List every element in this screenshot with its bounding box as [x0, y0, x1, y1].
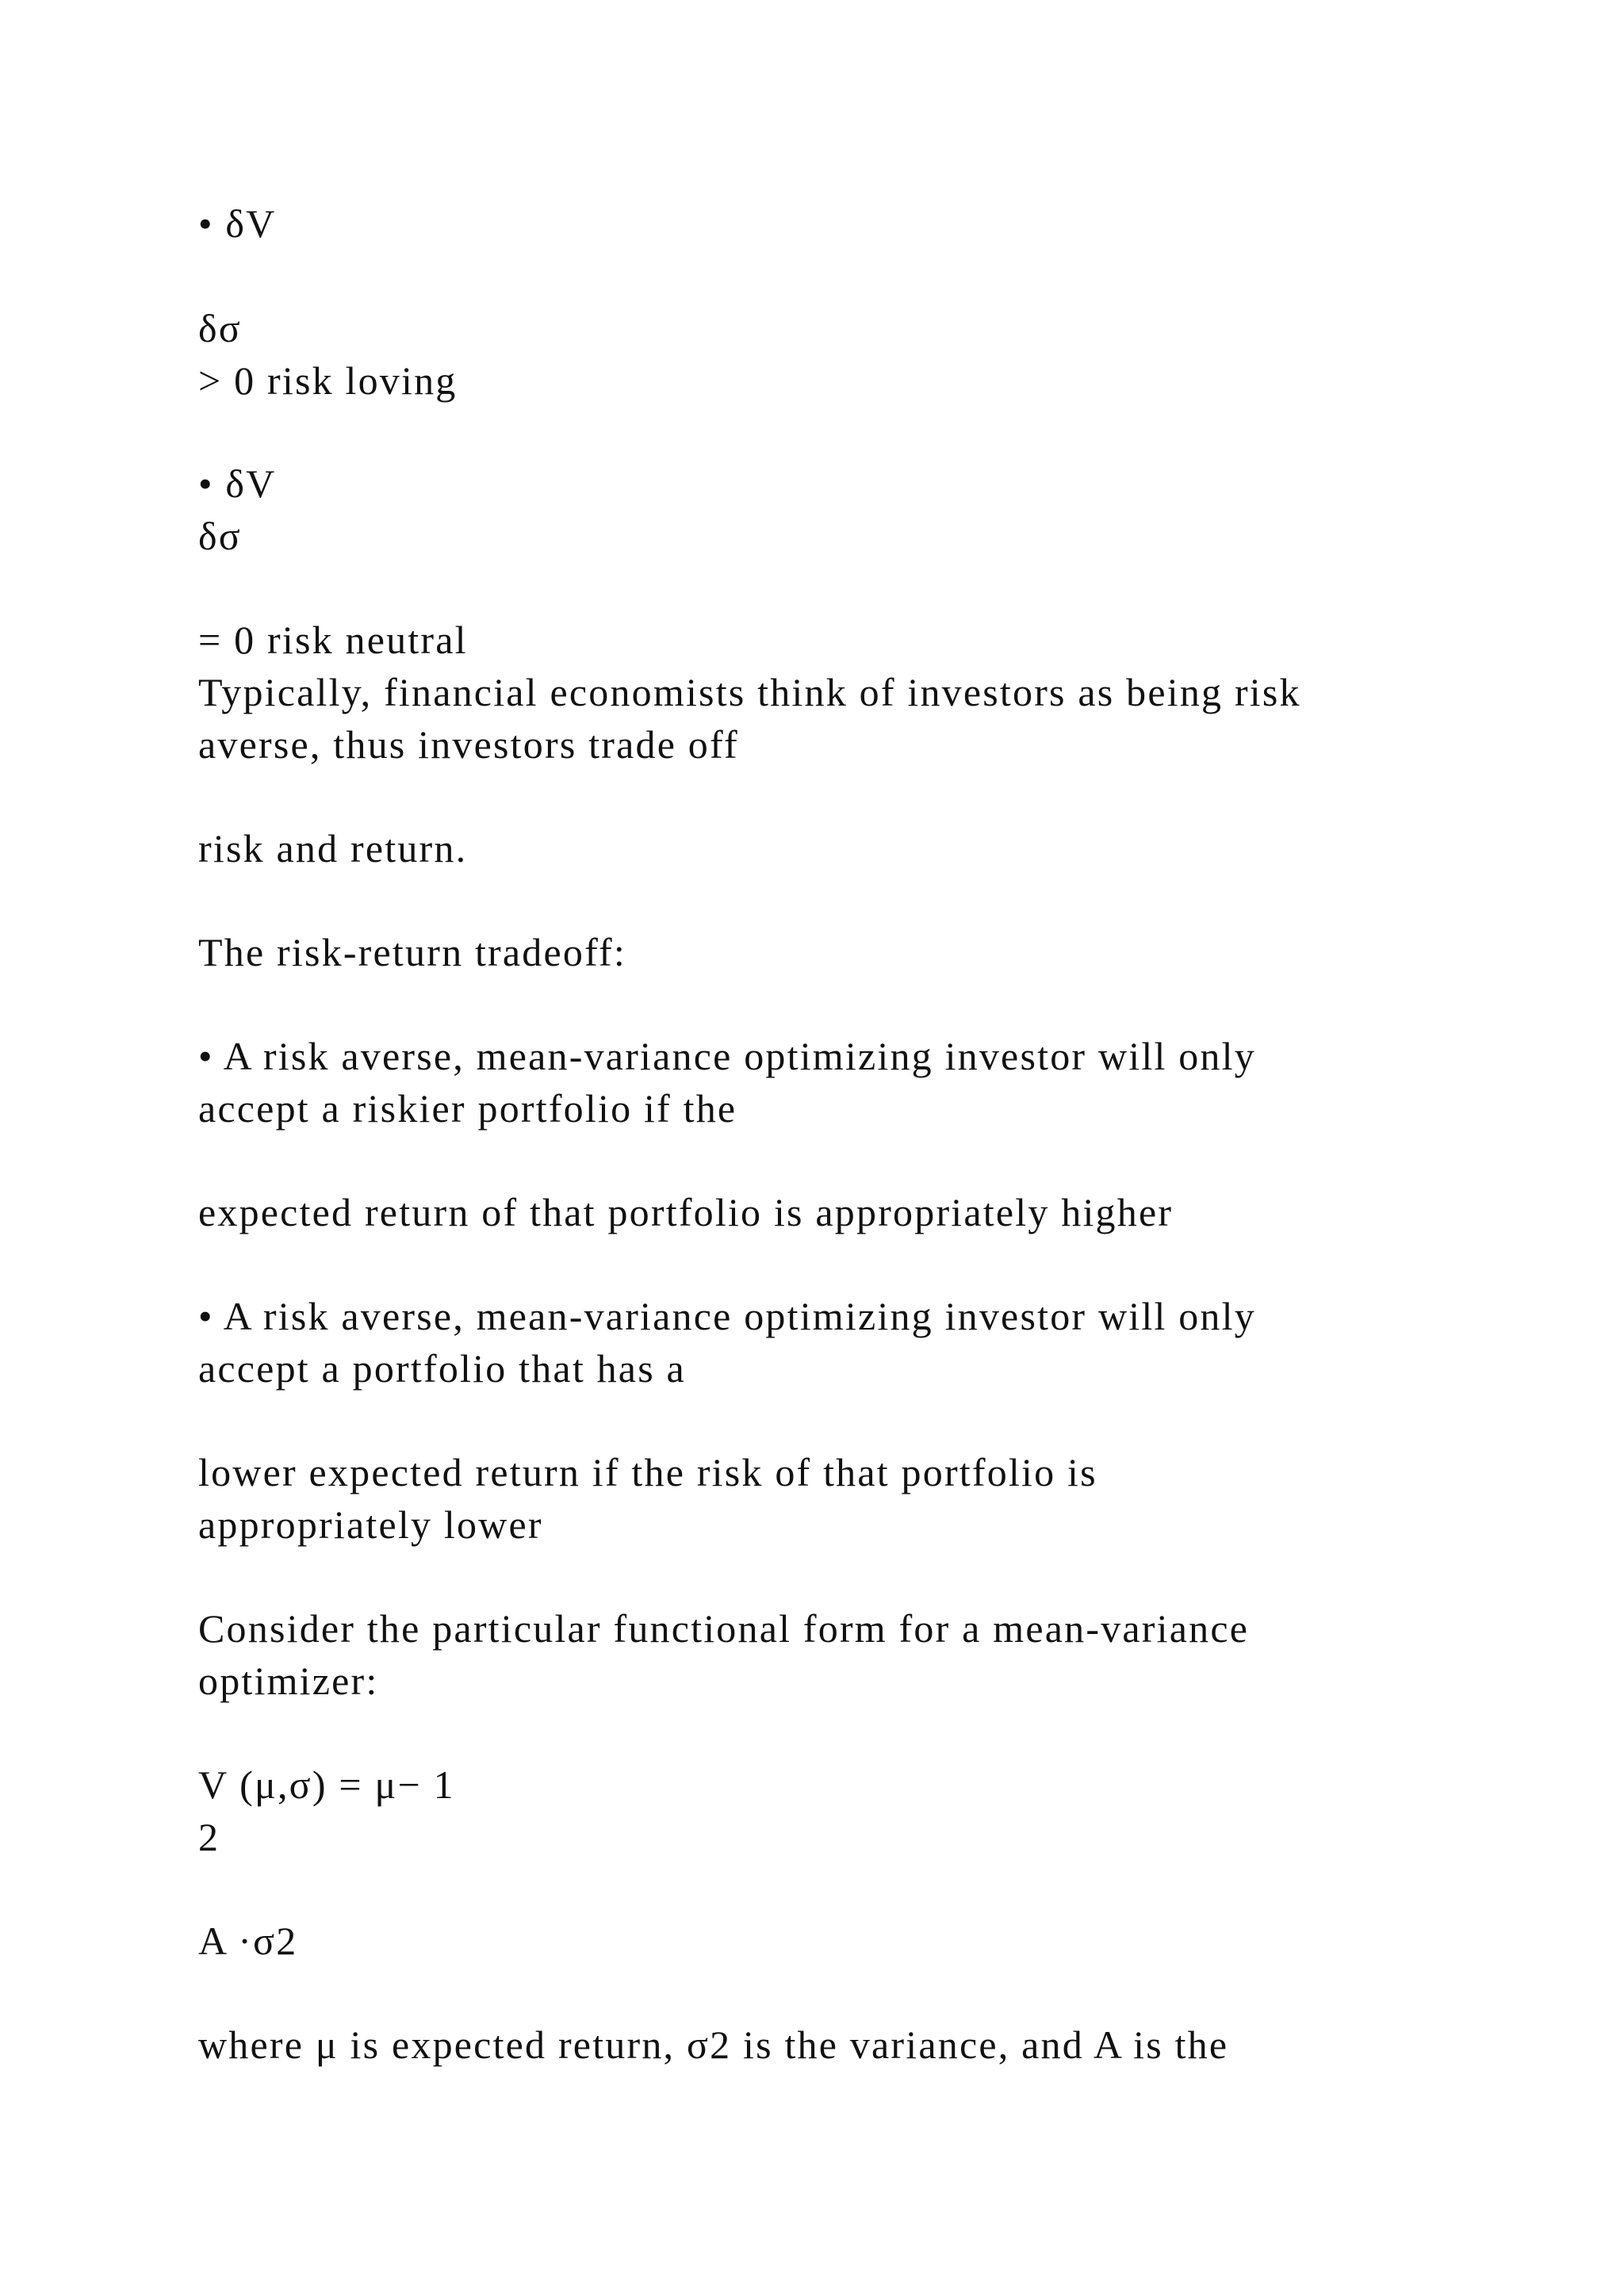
paragraph-consider-line-2: optimizer:	[198, 1659, 379, 1703]
bullet-1-line-1: • A risk averse, mean-variance optimizing investor will only	[198, 1034, 1256, 1078]
line-risk-and-return: risk and return.	[198, 826, 468, 871]
heading-risk-return-tradeoff: The risk-return tradeoff:	[198, 930, 626, 974]
bullet-1-line-3: expected return of that portfolio is appropriately higher	[198, 1190, 1174, 1234]
line-risk-loving: > 0 risk loving	[198, 358, 458, 403]
paragraph-consider-line-1: Consider the particular functional form for a mean-variance	[198, 1606, 1250, 1651]
bullet-2-line-1: • A risk averse, mean-variance optimizing investor will only	[198, 1294, 1256, 1338]
formula-line-1: V (μ,σ) = μ− 1	[198, 1762, 455, 1807]
bullet-2-line-4: appropriately lower	[198, 1502, 543, 1547]
line-dsigma-1: δσ	[198, 306, 242, 350]
line-dsigma-2: δσ	[198, 514, 242, 558]
bullet-line-dv-2: • δV	[198, 461, 277, 506]
formula-line-2: 2	[198, 1815, 220, 1859]
bullet-line-dv-1: • δV	[198, 201, 277, 246]
paragraph-typically-line-1: Typically, financial economists think of investors as being risk	[198, 670, 1301, 714]
formula-line-3: A ·σ2	[198, 1919, 298, 1963]
paragraph-where-line-1: where μ is expected return, σ2 is the variance, and A is the	[198, 2022, 1229, 2067]
bullet-2-line-3: lower expected return if the risk of that portfolio is	[198, 1450, 1097, 1494]
bullet-1-line-2: accept a riskier portfolio if the	[198, 1086, 737, 1131]
line-risk-neutral: = 0 risk neutral	[198, 618, 468, 662]
paragraph-typically-line-2: averse, thus investors trade off	[198, 722, 739, 767]
bullet-2-line-2: accept a portfolio that has a	[198, 1346, 686, 1391]
